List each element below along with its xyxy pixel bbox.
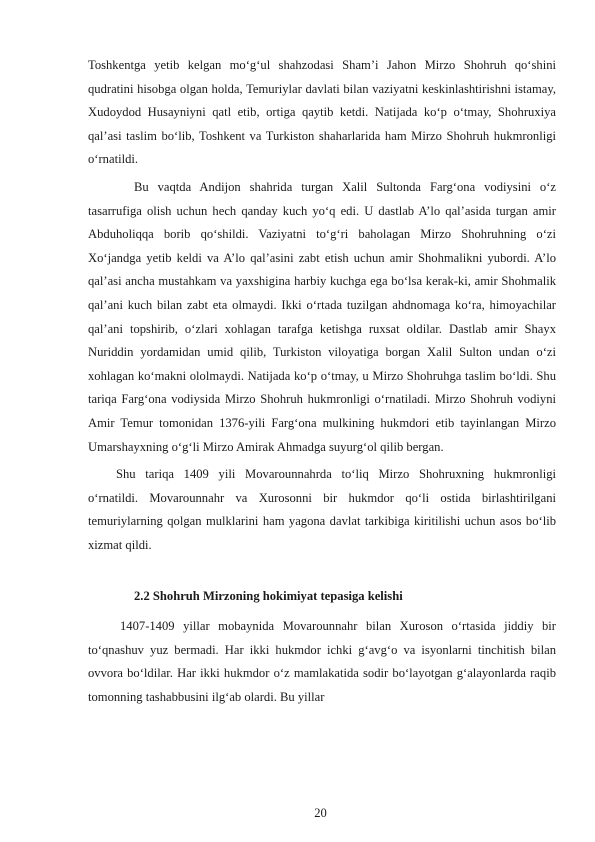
document-page (88, 54, 556, 709)
page-number: 20 (314, 806, 327, 820)
section-heading: 2.2 Shohruh Mirzoning hokimiyat tepasiga kelishi (134, 589, 403, 604)
paragraph-2: Bu vaqtda Andijon shahrida turgan Xalil Sultonda Farg‘ona vodiysini o‘z tasarrufiga olish uchun hech qanday kuch yo‘q edi. U dastlab A’lo qal’asida turgan amir Abduholiqqa borib qo‘shildi. Vaziyatni to‘g‘ri baholagan Mirzo Shohruhning o‘zi Xo‘jandga yetib keldi va A’lo qal’asini zabt etish uchun amir Shohmalikni yubordi. A’lo qal’asi ancha mustahkam va yaxshigina harbiy kuchga ega bo‘lsa kerak-ki, amir Shohmalik qal’ani kuch bilan zabt eta olmaydi. Ikki o‘rtada tuzilgan ahdnomaga ko‘ra, himoyachilar qal’ani topshirib, o‘zlari xohlagan tarafga ketishga ruxsat oldilar. Dastlab amir Shayx Nuriddin yordamidan umid qilib, Turkiston viloyatiga borgan Xalil Sulton undan o‘zi xohlagan ko‘makni ololmaydi. Natijada ko‘p o‘tmay, u Mirzo Shohruhga taslim bo‘ldi. Shu tariqa Farg‘ona vodiysida Mirzo Shohruh hukmronligi o‘rnatiladi. Mirzo Shohruh vodiyni Amir Temur tomonidan 1376-yili Farg‘ona mulkining hukmdori etib tayinlangan Mirzo Umarshayxning o‘g‘li Mirzo Amirak Ahmadga suyurg‘ol qilib bergan. (88, 179, 556, 454)
paragraph-3: Shu tariqa 1409 yili Movarounnahrda to‘liq Mirzo Shohruxning hukmronligi o‘rnatildi. Movarounnahr va Xurosonni bir hukmdor qo‘li ostida birlashtirilgani temuriylarning qolgan mulklarini ham yagona davlat tarkibiga kiritilishi uchun asos bo‘lib xizmat qildi. (88, 467, 556, 552)
paragraph-1: Toshkentga yetib kelgan mo‘g‘ul shahzodasi Sham’i Jahon Mirzo Shohruh qo‘shini qudratini hisobga olgan holda, Temuriylar davlati bilan vaziyatni keskinlashtirishni istamay, Xudoydod Husayniyni qatl etib, ortiga qaytib ketdi. Natijada ko‘p o‘tmay, Shohruxiya qal’asi taslim bo‘lib, Toshkent va Turkiston shaharlarida ham Mirzo Shohruh hukmronligi o‘rnatildi. (88, 58, 556, 167)
paragraph-4: 1407-1409 yillar mobaynida Movarounnahr bilan Xuroson o‘rtasida jiddiy bir to‘qnashuv yuz bermadi. Har ikki hukmdor ichki g‘avg‘o va isyonlarni tinchitish bilan ovvora bo‘ldilar. Har ikki hukmdor o‘z mamlakatida sodir bo‘layotgan g‘alayonlarda raqib tomonning tashabbusini ilg‘ab olardi. Bu yillar (88, 619, 556, 704)
